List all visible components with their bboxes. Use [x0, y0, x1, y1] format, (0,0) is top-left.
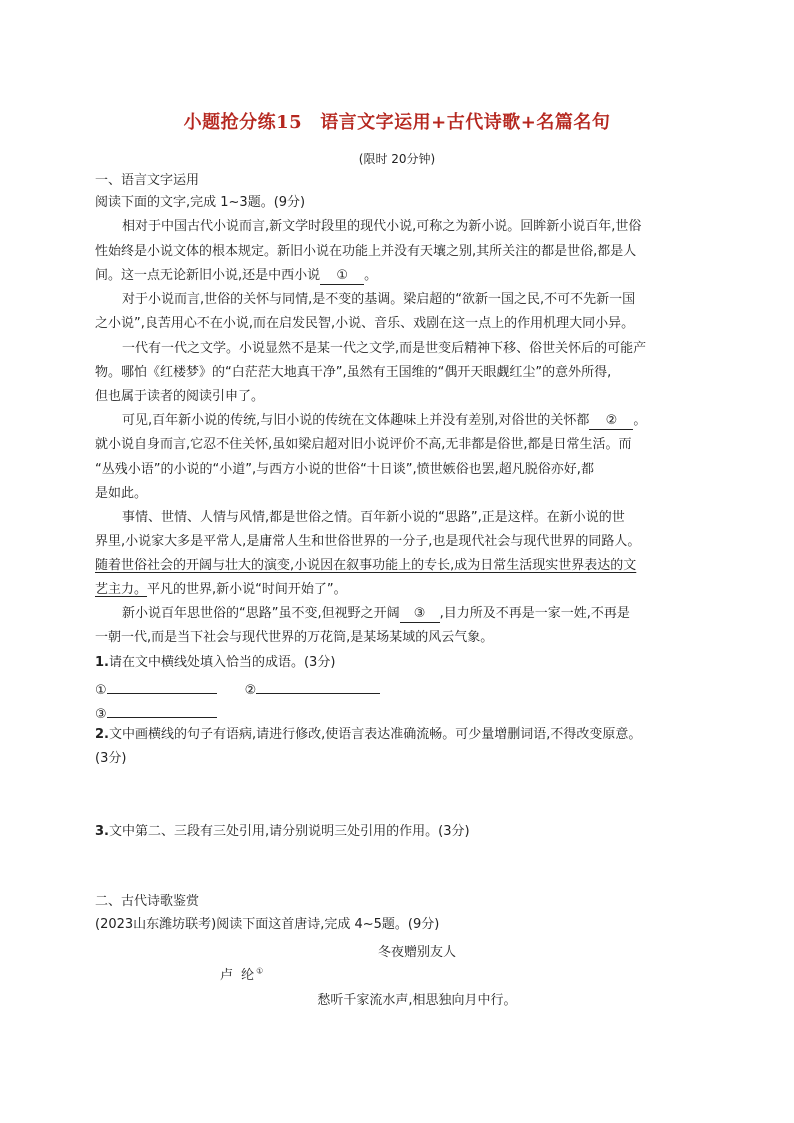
p6-line2: 一朝一代,而是当下社会与现代世界的万花筒,是某场某域的风云气象。 — [95, 630, 494, 645]
p4-line1: 可见,百年新小说的传统,与旧小说的传统在文体趣味上并没有差别,对俗世的关怀都 ② 。 — [122, 413, 647, 428]
underlined-sentence-end: 艺主力。 — [95, 582, 148, 597]
answer-row-1 — [95, 679, 380, 699]
question-3-text: 文中第二、三段有三处引用,请分别说明三处引用的作用。(3分) — [108, 824, 470, 839]
p4-line4: 是如此。 — [95, 486, 148, 501]
p4-line2: 就小说自身而言,它忍不住关怀,虽如梁启超对旧小说评价不高,无非都是俗世,都是日常生活。而 — [95, 437, 632, 452]
section1-instruction: 阅读下面的文字,完成 1~3题。(9分) — [95, 195, 306, 210]
answer-line-2[interactable] — [256, 679, 380, 694]
question-3-number: 3. — [95, 824, 109, 839]
p5-line4-text: 平凡的世界,新小说“时间开始了”。 — [147, 582, 347, 597]
question-3 — [95, 824, 470, 840]
title-part2: 语言文字运用+古代诗歌+名篇名句 — [320, 112, 611, 133]
poem-verse-1: 愁听千家流水声,相思独向月中行。 — [317, 993, 517, 1008]
section2-heading: 二、古代诗歌鉴赏 — [95, 894, 200, 909]
p6-line1-text: 新小说百年思世俗的“思路”虽不变,但视野之开阔 — [122, 606, 400, 621]
answer-line-3[interactable] — [107, 703, 217, 718]
p3-line2: 物。哪怕《红楼梦》的“白茫茫大地真干净”,虽然有王国维的“偶开天眼觑红尘”的意外所得, — [95, 365, 612, 380]
question-1-number: 1. — [95, 655, 109, 670]
p6-line1 — [122, 606, 630, 623]
question-1-text: 请在文中横线处填入恰当的成语。(3分) — [108, 655, 336, 670]
p5-line3 — [95, 558, 636, 574]
blank-1[interactable]: ① — [320, 268, 364, 285]
section2-instruction: (2023山东潍坊联考)阅读下面这首唐诗,完成 4~5题。(9分) — [95, 917, 440, 932]
p5-line1: 事情、世情、人情与风情,都是世俗之情。百年新小说的“思路”,正是这样。在新小说的世 — [122, 510, 625, 525]
question-2-number: 2. — [95, 727, 109, 742]
poem-title: 冬夜赠别友人 — [377, 945, 456, 960]
answer-mark-2: ② — [244, 683, 257, 698]
blank-3[interactable]: ③ — [400, 606, 440, 623]
p1-line3: 间。这一点无论新旧小说,还是中西小说 ① 。 — [95, 268, 378, 283]
p1-line1: 相对于中国古代小说而言,新文学时段里的现代小说,可称之为新小说。回眸新小说百年,世俗 — [122, 219, 642, 234]
p2-line1: 对于小说而言,世俗的关怀与同情,是不变的基调。梁启超的“欲新一国之民,不可不先新一国 — [122, 292, 636, 307]
p1-line2: 性始终是小说文体的根本规定。新旧小说在功能上并没有天壤之别,其所关注的都是世俗,都是人 — [95, 244, 637, 259]
p4-line1-text: 可见,百年新小说的传统,与旧小说的传统在文体趣味上并没有差别,对俗世的关怀都 — [122, 413, 590, 428]
p5-line4 — [95, 582, 347, 598]
question-2 — [95, 727, 641, 743]
p6-line1-rest: ,目力所及不再是一家一姓,不再是 — [439, 606, 630, 621]
p2-line2: 之小说”,良苦用心不在小说,而在启发民智,小说、音乐、戏剧在这一点上的作用机理大同小异。 — [95, 316, 635, 331]
title-part1: 小题抢分练15 — [183, 112, 303, 133]
time-limit: (限时 20分钟) — [358, 152, 436, 166]
p1-line3-text: 间。这一点无论新旧小说,还是中西小说 — [95, 268, 321, 283]
p5-line2: 界里,小说家大多是平常人,是庸常人生和世俗世界的一分子,也是现代社会与现代世界的同路人。 — [95, 534, 641, 549]
p3-line3: 但也属于读者的阅读引申了。 — [95, 389, 265, 404]
answer-line-1[interactable] — [107, 679, 217, 694]
answer-row-2 — [95, 703, 217, 723]
answer-mark-1: ① — [95, 683, 107, 698]
underlined-sentence: 随着世俗社会的开阔与壮大的演变,小说因在叙事功能上的专长,成为日常生活现实世界表达的文 — [95, 558, 637, 573]
answer-mark-3: ③ — [95, 707, 107, 722]
question-1 — [95, 655, 335, 671]
page-title — [0, 108, 794, 134]
author-footnote-mark: ① — [256, 966, 264, 976]
author-name: 卢 纶 — [220, 968, 257, 983]
section1-heading: 一、语言文字运用 — [95, 173, 200, 188]
p4-line3: “丛残小语”的小说的“小道”,与西方小说的世俗“十日谈”,愤世嫉俗也罢,超凡脱俗亦好,都 — [95, 462, 594, 477]
question-2-score: (3分) — [95, 751, 127, 766]
poem-author — [220, 964, 263, 983]
p3-line1: 一代有一代之文学。小说显然不是某一代之文学,而是世变后精神下移、俗世关怀后的可能产 — [122, 341, 647, 356]
blank-2[interactable]: ② — [589, 413, 633, 430]
question-2-text: 文中画横线的句子有语病,请进行修改,使语言表达准确流畅。可少量增删词语,不得改变原意。 — [108, 727, 642, 742]
